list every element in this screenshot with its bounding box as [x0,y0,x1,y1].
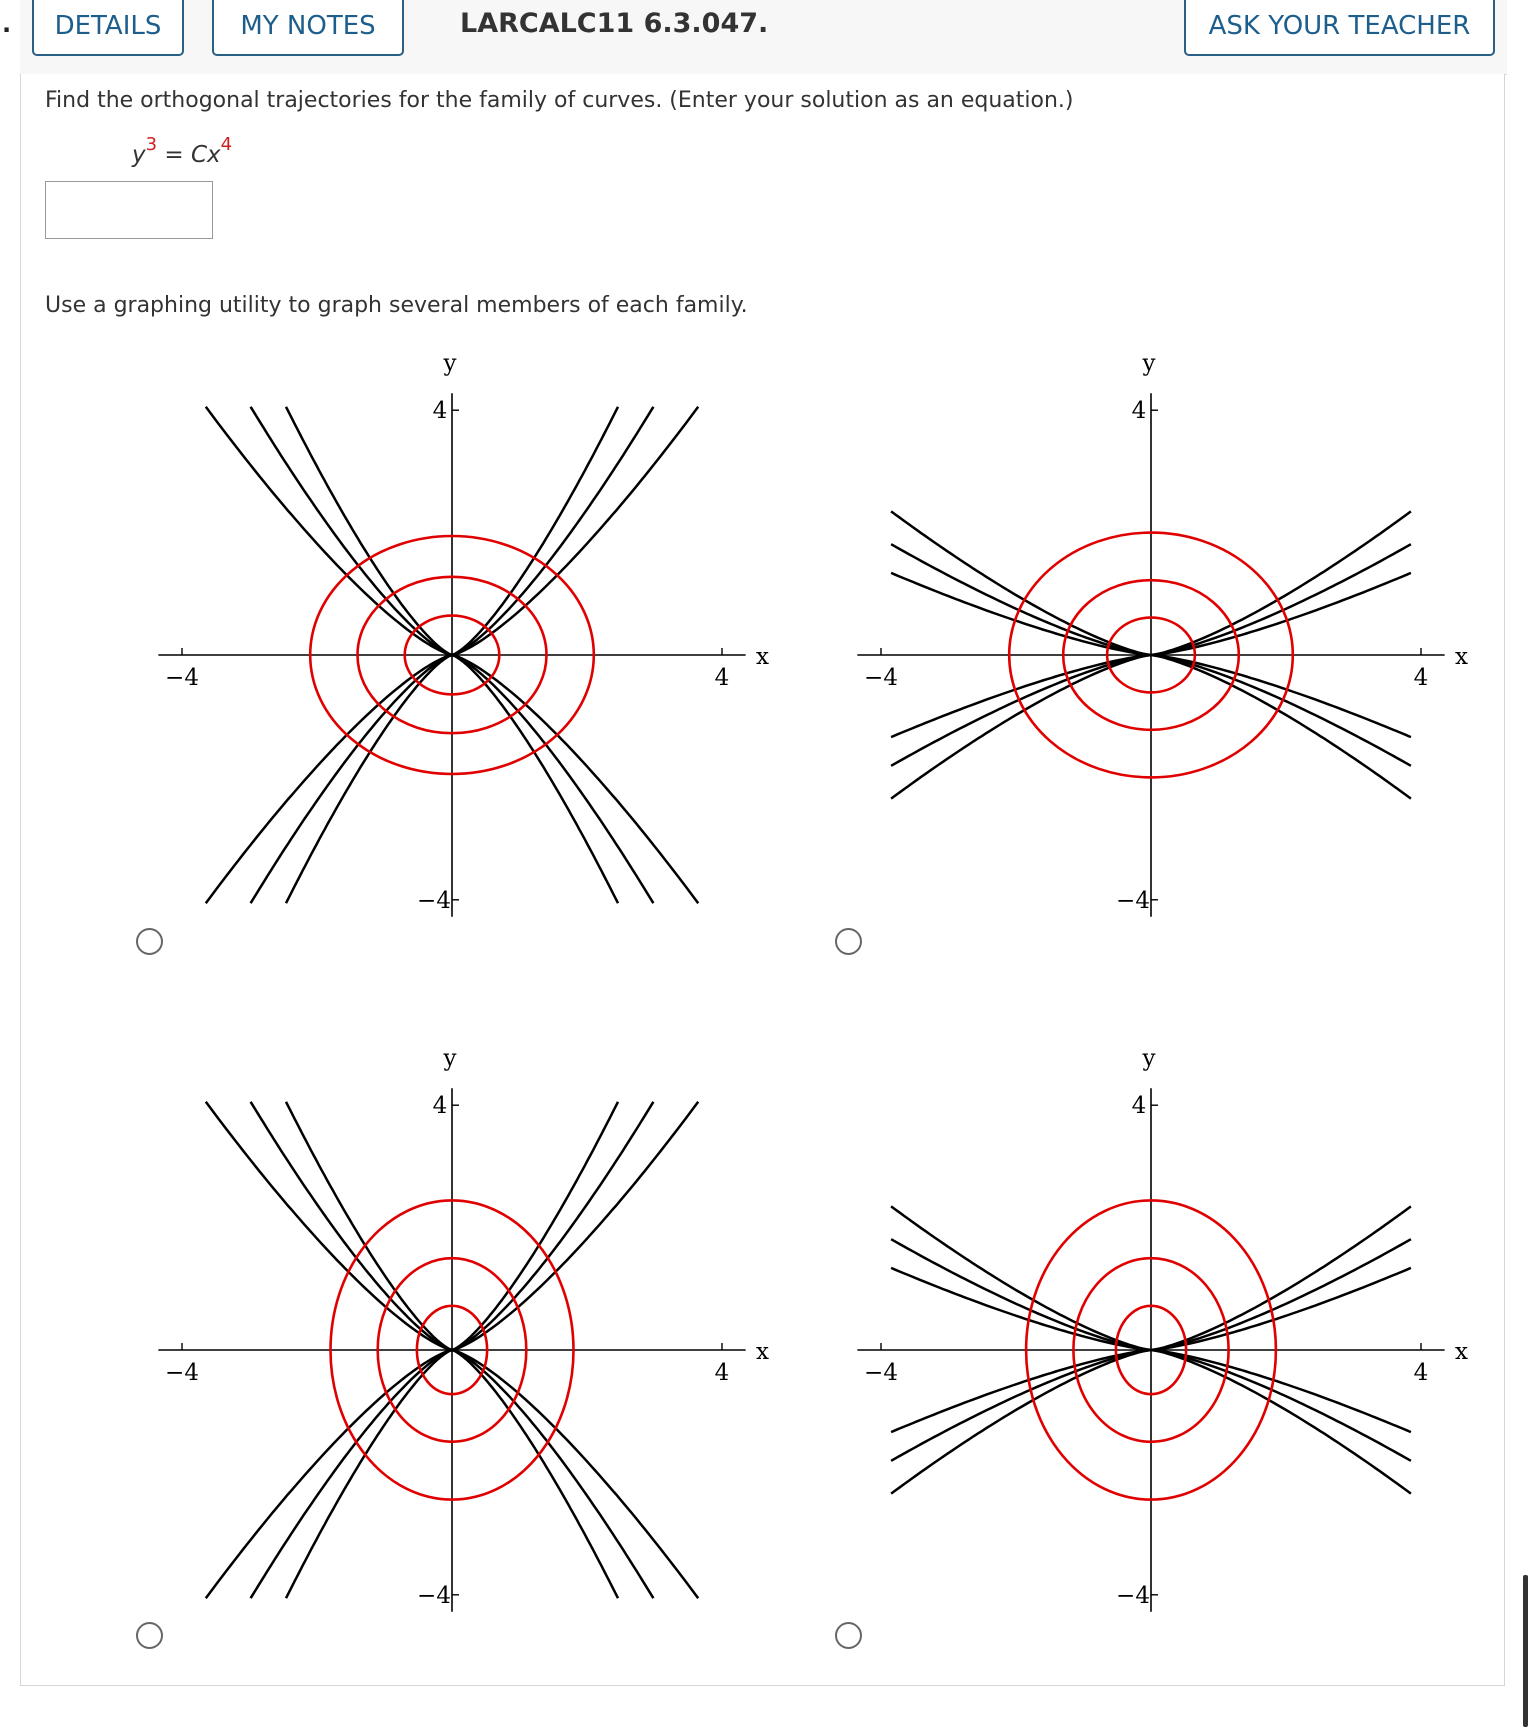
question-bullet: . [2,10,12,38]
x-max-label: 4 [1413,1360,1429,1386]
equation-lhs-exponent: 3 [145,134,158,155]
y-min-label: −4 [417,1582,451,1609]
x-max-label: 4 [1413,665,1429,691]
y-max-label: 4 [1131,1093,1147,1120]
ask-your-teacher-button[interactable]: ASK YOUR TEACHER [1184,0,1495,56]
graph-option-c [158,1045,769,1611]
equation-rhs-exponent: 4 [220,134,233,155]
graph-instruction: Use a graphing utility to graph several members of each family. [45,293,748,318]
details-button[interactable]: DETAILS [32,0,184,56]
x-max-label: 4 [714,665,730,691]
equation-equals: = [157,142,191,168]
y-axis-label: y [443,350,457,377]
x-axis-label: x [1455,644,1468,670]
y-max-label: 4 [432,398,448,425]
x-min-label: −4 [165,1360,199,1386]
x-min-label: −4 [165,665,199,691]
x-axis-label: x [1455,1339,1468,1365]
y-axis-label: y [1142,1045,1156,1072]
x-min-label: −4 [864,1360,898,1386]
graph-option-b [857,350,1468,916]
x-min-label: −4 [864,665,898,691]
question-id: LARCALC11 6.3.047. [460,8,769,39]
y-max-label: 4 [1131,398,1147,425]
x-axis-label: x [756,1339,769,1365]
x-max-label: 4 [714,1360,730,1386]
equation-rhs-var: Cx [190,142,221,168]
my-notes-button[interactable]: MY NOTES [212,0,404,56]
x-axis-label: x [756,644,769,670]
y-min-label: −4 [1116,887,1150,914]
y-axis-label: y [1142,350,1156,377]
y-min-label: −4 [1116,1582,1150,1609]
y-min-label: −4 [417,887,451,914]
graph-option-a [158,350,769,916]
question-prompt: Find the orthogonal trajectories for the family of curves. (Enter your solution as an equation.) [45,88,1074,113]
y-axis-label: y [443,1045,457,1072]
graph-option-d [857,1045,1468,1611]
equation-lhs-var: y [132,142,146,168]
scrollbar-thumb[interactable] [1523,1575,1528,1727]
y-max-label: 4 [432,1093,448,1120]
